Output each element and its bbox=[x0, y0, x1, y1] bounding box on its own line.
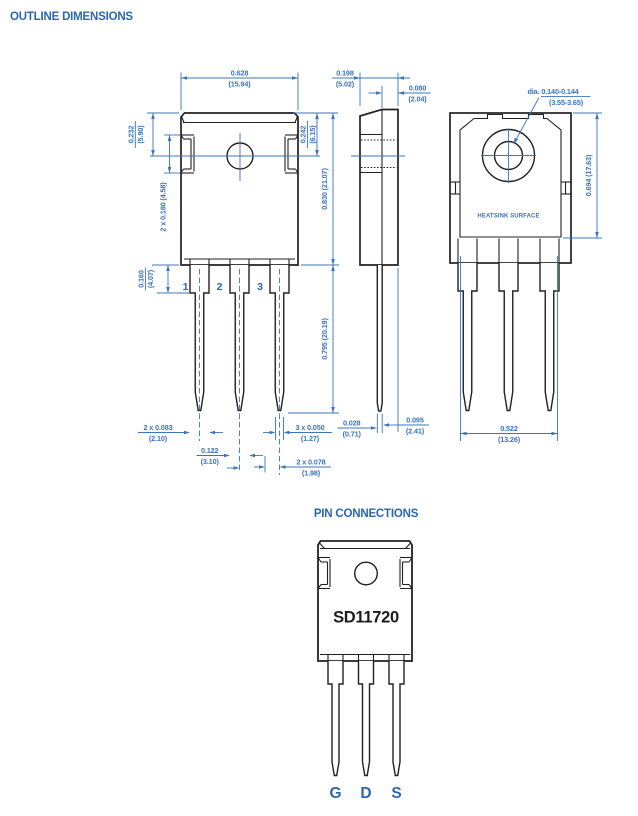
dim-left-mm: (5.90) bbox=[136, 125, 146, 144]
dim-back-in: 0.080 bbox=[408, 83, 427, 93]
dim-width-mm: (15.94) bbox=[228, 79, 251, 89]
part-number: SD11720 bbox=[333, 608, 399, 627]
dim-lead-width-mm: (1.27) bbox=[300, 433, 320, 443]
dim-right-mm: (6.15) bbox=[308, 125, 318, 144]
dim-depth-in: 0.198 bbox=[336, 68, 354, 78]
pin-number-3: 3 bbox=[257, 281, 263, 293]
dim-right-in: 0.242 bbox=[298, 125, 308, 144]
dim-shoulder-mm: (4.07) bbox=[146, 269, 156, 289]
pinconn-body-outline bbox=[318, 541, 412, 661]
dim-outer-lead-mm: (2.10) bbox=[148, 433, 168, 443]
dim-back-mm: (2.04) bbox=[408, 94, 427, 104]
heatsink-surface-label: HEATSINK SURFACE bbox=[477, 213, 540, 220]
dim-width-in: 0.628 bbox=[230, 68, 249, 78]
pin-connections-title: PIN CONNECTIONS bbox=[313, 508, 419, 520]
hole-diameter-mm: (3.55-3.65) bbox=[548, 97, 584, 107]
pin-label-gate: G bbox=[329, 785, 342, 802]
dim-center-lead-mm: (3.10) bbox=[200, 456, 219, 466]
dim-thk-mm: (0.71) bbox=[342, 429, 361, 439]
pin-label-drain: D bbox=[360, 785, 372, 802]
dim-height: 0.830 (21.07) bbox=[320, 168, 330, 210]
side-body-outline bbox=[360, 110, 398, 266]
dim-shoulder-in: 0.160 bbox=[136, 270, 146, 288]
dim-span-in: 0.522 bbox=[500, 424, 518, 434]
pin-connections-drawing bbox=[318, 541, 412, 802]
back-view bbox=[450, 113, 571, 411]
hole-diameter-label: dia. 0.140-0.144 bbox=[527, 87, 579, 96]
pin-label-source: S bbox=[391, 785, 402, 802]
dim-notch: 2 x 0.180 (4.58) bbox=[158, 182, 168, 232]
pinconn-mounting-hole bbox=[355, 562, 378, 585]
dim-outer-lead-in: 2 x 0.083 bbox=[143, 423, 173, 433]
side-view bbox=[360, 110, 398, 412]
pin-number-1: 1 bbox=[182, 281, 189, 293]
dim-off-in: 0.095 bbox=[406, 415, 424, 425]
pinconn-pin-gate bbox=[328, 661, 343, 776]
pinconn-pin-source bbox=[389, 661, 404, 776]
outline-dimensions-title: OUTLINE DIMENSIONS bbox=[10, 11, 133, 23]
back-dim-height: 0.694 (17.63) bbox=[584, 154, 594, 197]
dim-lead-pitch-mm: (1.98) bbox=[301, 468, 321, 478]
back-pin-2 bbox=[499, 263, 518, 411]
dim-center-lead-in: 0.122 bbox=[200, 446, 219, 456]
pinconn-pin-drain bbox=[359, 661, 374, 776]
back-pin-3 bbox=[540, 263, 559, 411]
side-pin bbox=[377, 265, 382, 411]
dim-depth-mm: (5.02) bbox=[335, 79, 355, 89]
front-body-outline bbox=[181, 113, 298, 265]
dim-thk-in: 0.028 bbox=[342, 418, 361, 428]
dim-off-mm: (2.41) bbox=[405, 426, 425, 436]
dim-leadlen: 0.795 (20.19) bbox=[320, 318, 330, 360]
dim-lead-pitch-in: 2 x 0.078 bbox=[296, 457, 326, 467]
dim-left-in: 0.232 bbox=[126, 125, 136, 144]
dim-lead-width-in: 3 x 0.050 bbox=[295, 423, 325, 433]
pin-number-2: 2 bbox=[216, 281, 223, 293]
dim-span-mm: (13.26) bbox=[497, 434, 521, 444]
